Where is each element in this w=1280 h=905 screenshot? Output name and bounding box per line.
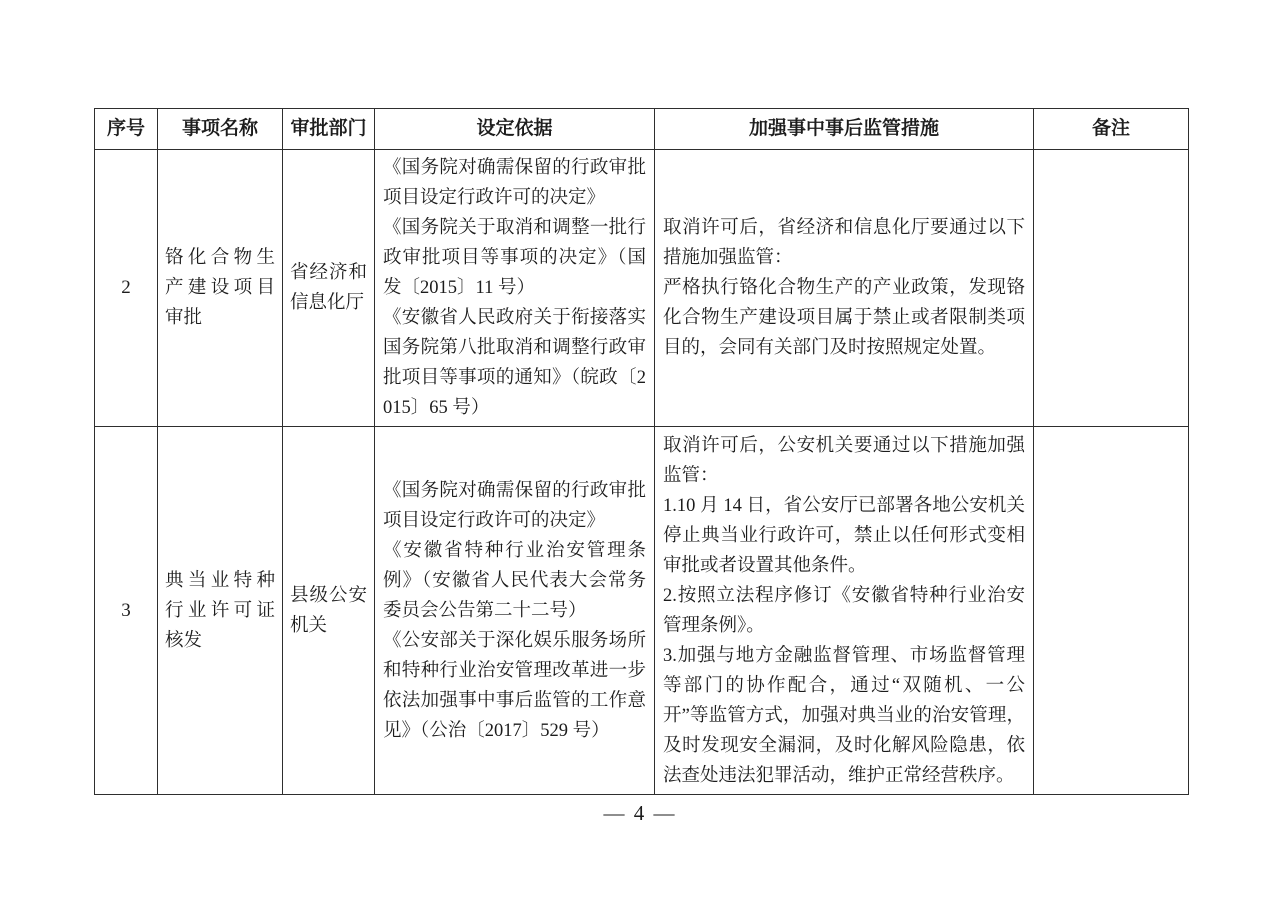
header-basis: 设定依据	[375, 109, 655, 150]
basis-paragraph: 《安徽省人民政府关于衔接落实国务院第八批取消和调整行政审批项目等事项的通知》（皖政〔2015〕65 号）	[383, 308, 646, 418]
measures-paragraph: 取消许可后，省经济和信息化厅要通过以下措施加强监管：	[663, 218, 1025, 268]
remark-cell	[1034, 150, 1189, 427]
basis-cell	[375, 150, 655, 427]
table-row	[95, 427, 1189, 795]
measures-cell	[655, 150, 1034, 427]
page-number: — 4 —	[603, 801, 677, 825]
header-measures: 加强事中事后监管措施	[655, 109, 1034, 150]
table-row	[95, 150, 1189, 427]
header-remark: 备注	[1034, 109, 1189, 150]
basis-paragraph: 《国务院对确需保留的行政审批项目设定行政许可的决定》	[383, 158, 646, 208]
basis-cell	[375, 427, 655, 795]
basis-paragraph: 《国务院关于取消和调整一批行政审批项目等事项的决定》（国发〔2015〕11 号）	[383, 218, 646, 298]
seq-cell: 2	[95, 150, 158, 427]
basis-paragraph: 《公安部关于深化娱乐服务场所和特种行业治安管理改革进一步依法加强事中事后监管的工作意见》（公治〔2017〕529 号）	[383, 630, 646, 741]
department-cell: 县级公安机关	[283, 427, 375, 795]
basis-paragraph: 《国务院对确需保留的行政审批项目设定行政许可的决定》	[383, 480, 646, 531]
remark-cell	[1034, 427, 1189, 795]
measures-paragraph: 1.10 月 14 日，省公安厅已部署各地公安机关停止典当业行政许可，禁止以任何形式变相审批或者设置其他条件。	[663, 495, 1025, 576]
measures-paragraph: 3.加强与地方金融监督管理、市场监督管理等部门的协作配合，通过“双随机、一公开”等监管方式，加强对典当业的治安管理，及时发现安全漏洞，及时化解风险隐患，依法查处违法犯罪活动，维护正常经营秩序。	[663, 645, 1025, 786]
item-name-cell: 铬化合物生产建设项目审批	[158, 150, 283, 427]
basis-paragraph: 《安徽省特种行业治安管理条例》（安徽省人民代表大会常务委员会公告第二十二号）	[383, 540, 646, 621]
header-item-name: 事项名称	[158, 109, 283, 150]
item-name-cell: 典当业特种行业许可证核发	[158, 427, 283, 795]
table-header-row	[95, 109, 1189, 150]
header-seq: 序号	[95, 109, 158, 150]
measures-paragraph: 2.按照立法程序修订《安徽省特种行业治安管理条例》。	[663, 585, 1025, 636]
seq-cell: 3	[95, 427, 158, 795]
header-department: 审批部门	[283, 109, 375, 150]
measures-cell	[655, 427, 1034, 795]
approval-items-table	[94, 108, 1189, 795]
measures-paragraph: 取消许可后，公安机关要通过以下措施加强监管：	[663, 435, 1025, 486]
measures-paragraph: 严格执行铬化合物生产的产业政策，发现铬化合物生产建设项目属于禁止或者限制类项目的，会同有关部门及时按照规定处置。	[663, 278, 1025, 358]
department-cell: 省经济和信息化厅	[283, 150, 375, 427]
